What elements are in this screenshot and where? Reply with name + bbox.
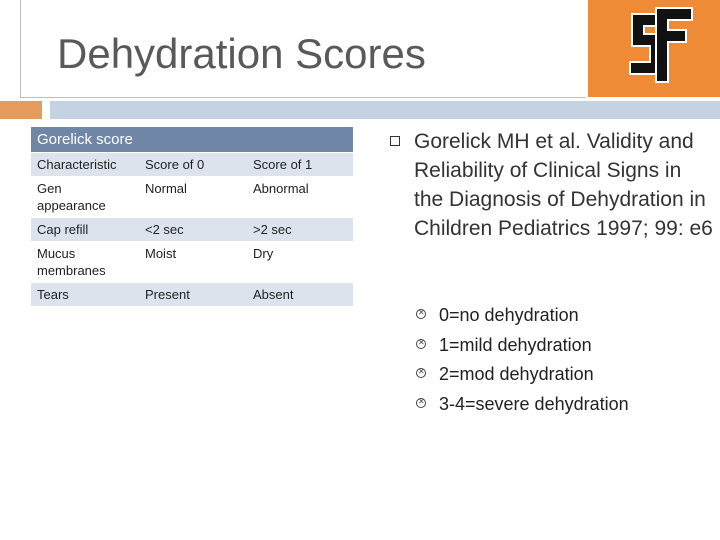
list-item-text: 0=no dehydration [439, 305, 579, 325]
table-cell: Present [139, 283, 247, 307]
table-row [31, 242, 353, 283]
sf-logo [588, 0, 720, 97]
table-cell: <2 sec [139, 218, 247, 242]
table-cell: Gen appearance [31, 177, 139, 218]
table-row [31, 218, 353, 242]
slide-title: Dehydration Scores [57, 30, 426, 77]
table-row [31, 283, 353, 307]
table-cell: Mucus membranes [31, 242, 139, 283]
table-row [31, 153, 353, 177]
table-cell: Score of 0 [139, 153, 247, 177]
list-item-text: 1=mild dehydration [439, 334, 592, 355]
table-cell: Tears [31, 283, 139, 307]
circle-x-bullet-icon [416, 398, 426, 408]
accent-bar-orange [0, 101, 42, 119]
square-bullet-icon [390, 136, 400, 146]
gorelick-score-table [31, 127, 353, 307]
table-cell: Score of 1 [247, 153, 353, 177]
citation-text: Gorelick MH et al. Validity and Reliability of Clinical Signs in the Diagnosis of Dehydration in Children Pediatrics 1997; 99: e6 [414, 130, 713, 240]
list-item-text: 2=mod dehydration [439, 364, 594, 384]
table-cell: Cap refill [31, 218, 139, 242]
circle-x-bullet-icon [416, 368, 426, 378]
table-row [31, 177, 353, 218]
table-cell: Abnormal [247, 177, 353, 218]
table-heading: Gorelick score [31, 127, 353, 153]
table-cell: Dry [247, 242, 353, 283]
table-cell: Normal [139, 177, 247, 218]
circle-x-bullet-icon [416, 339, 426, 349]
circle-x-bullet-icon [416, 309, 426, 319]
list-item-text: 3-4=severe dehydration [439, 393, 629, 414]
table-cell: Characteristic [31, 153, 139, 177]
table-cell: >2 sec [247, 218, 353, 242]
accent-bar-blue [50, 101, 720, 119]
table-cell: Moist [139, 242, 247, 283]
table-cell: Absent [247, 283, 353, 307]
